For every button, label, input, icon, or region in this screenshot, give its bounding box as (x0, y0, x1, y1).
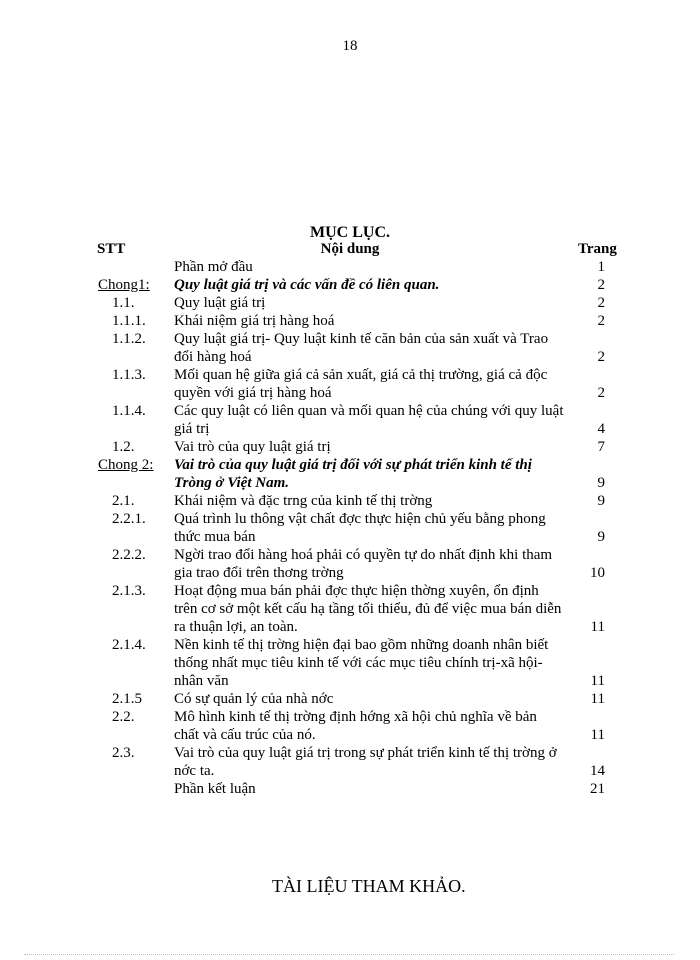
toc-row-page: 11 (590, 619, 605, 635)
toc-row (0, 456, 700, 492)
toc-row-page: 9 (597, 493, 605, 509)
toc-row-text: Có sự quản lý của nhà nớc (174, 691, 334, 707)
toc-row-number: 1.2. (112, 439, 135, 455)
toc-row-number: 2.2.2. (112, 547, 146, 563)
toc-row-text: Hoạt động mua bán phải đợc thực hiện thờng xuyên, ổn định trên cơ sở một kết cấu hạ tầng tối thiểu, đủ để việc mua bán diễn ra thuận lợi, an toàn. (174, 583, 562, 635)
toc-row-number: 1.1.4. (112, 403, 146, 419)
toc-row-page: 11 (590, 691, 605, 707)
toc-row-text: Quy luật giá trị- Quy luật kinh tế căn bản của sản xuất và Trao đổi hàng hoá (174, 331, 549, 365)
toc-row-page: 11 (590, 727, 605, 743)
toc-row-text: Phần kết luận (174, 781, 256, 797)
toc-row-number: 2.1.3. (112, 583, 146, 599)
toc-row-page: 14 (590, 763, 605, 779)
toc-row-page: 2 (597, 349, 605, 365)
toc-row (0, 294, 700, 312)
toc-row-page: 10 (590, 565, 605, 581)
toc-row-number: Chong 2: (98, 457, 154, 473)
toc-row-page: 2 (597, 295, 605, 311)
toc-row-text: Nền kinh tế thị trờng hiện đại bao gồm những doanh nhân biết thống nhất mục tiêu kinh tế với các mục tiêu chính trị-xã hội- nhân văn (174, 637, 549, 689)
toc-title: MỤC LỤC. (310, 224, 390, 241)
toc-row-text: Khái niệm giá trị hàng hoá (174, 313, 335, 329)
toc-row (0, 708, 700, 744)
toc-row-number: 1.1. (112, 295, 135, 311)
toc-row-text: Vai trò của quy luật giá trị đối với sự phát triển kinh tế thị Tròng ở Việt Nam. (174, 457, 532, 491)
toc-row-number: Chong1: (98, 277, 150, 293)
toc-row (0, 690, 700, 708)
toc-row-text: Các quy luật có liên quan và mối quan hệ của chúng với quy luật giá trị (174, 403, 564, 437)
toc-row-text: Mô hình kinh tế thị trờng định hớng xã hội chủ nghĩa về bản chất và cấu trúc của nó. (174, 709, 537, 743)
toc-row (0, 402, 700, 438)
toc-row-number: 2.1.5 (112, 691, 142, 707)
toc-row (0, 258, 700, 276)
toc-row (0, 330, 700, 366)
toc-row-number: 2.2. (112, 709, 135, 725)
toc-row (0, 492, 700, 510)
toc-row-page: 2 (597, 313, 605, 329)
toc-row (0, 312, 700, 330)
toc-row (0, 582, 700, 636)
toc-row-text: Quy luật giá trị và các vấn đề có liên quan. (174, 277, 440, 293)
toc-row-text: Vai trò của quy luật giá trị trong sự phát triển kinh tế thị trờng ở nớc ta. (174, 745, 557, 779)
toc-row-page: 7 (597, 439, 605, 455)
toc-row-text: Vai trò của quy luật giá trị (174, 439, 331, 455)
toc-row-number: 2.1.4. (112, 637, 146, 653)
toc-row (0, 366, 700, 402)
toc-row-number: 1.1.2. (112, 331, 146, 347)
toc-row-number: 2.2.1. (112, 511, 146, 527)
toc-row (0, 780, 700, 798)
toc-row (0, 510, 700, 546)
toc-row (0, 546, 700, 582)
page-bottom-divider (24, 954, 674, 955)
toc-row-number: 2.1. (112, 493, 135, 509)
references-title: TÀI LIỆU THAM KHẢO. (272, 876, 466, 896)
toc-row-text: Khái niệm và đặc trng của kinh tế thị trờng (174, 493, 433, 509)
toc-row-number: 2.3. (112, 745, 135, 761)
header-content: Nội dung (320, 241, 380, 257)
header-stt: STT (97, 241, 126, 257)
toc-row-page: 2 (597, 385, 605, 401)
toc-row-text: Phần mở đầu (174, 259, 253, 275)
toc-row-page: 4 (597, 421, 605, 437)
toc-row (0, 744, 700, 780)
toc-row (0, 276, 700, 294)
toc-row-text: Quá trình lu thông vật chất đợc thực hiện chủ yếu bằng phong thức mua bán (174, 511, 546, 545)
header-page: Trang (578, 241, 617, 257)
toc-row (0, 636, 700, 690)
page-number: 18 (342, 38, 358, 54)
toc-row-page: 21 (590, 781, 605, 797)
toc-row-page: 9 (597, 475, 605, 491)
table-of-contents (0, 258, 700, 798)
toc-row-text: Quy luật giá trị (174, 295, 266, 311)
toc-row-text: Mối quan hệ giữa giá cả sản xuất, giá cả thị trường, giá cả độc quyền với giá trị hàng hoá (174, 367, 548, 401)
toc-row-number: 1.1.3. (112, 367, 146, 383)
toc-row-page: 1 (597, 259, 605, 275)
toc-row (0, 438, 700, 456)
toc-row-text: Ngời trao đổi hàng hoá phải có quyền tự do nhất định khi tham gia trao đổi trên thơng trờng (174, 547, 553, 581)
toc-row-page: 2 (597, 277, 605, 293)
toc-row-page: 9 (597, 529, 605, 545)
toc-row-page: 11 (590, 673, 605, 689)
toc-row-number: 1.1.1. (112, 313, 146, 329)
